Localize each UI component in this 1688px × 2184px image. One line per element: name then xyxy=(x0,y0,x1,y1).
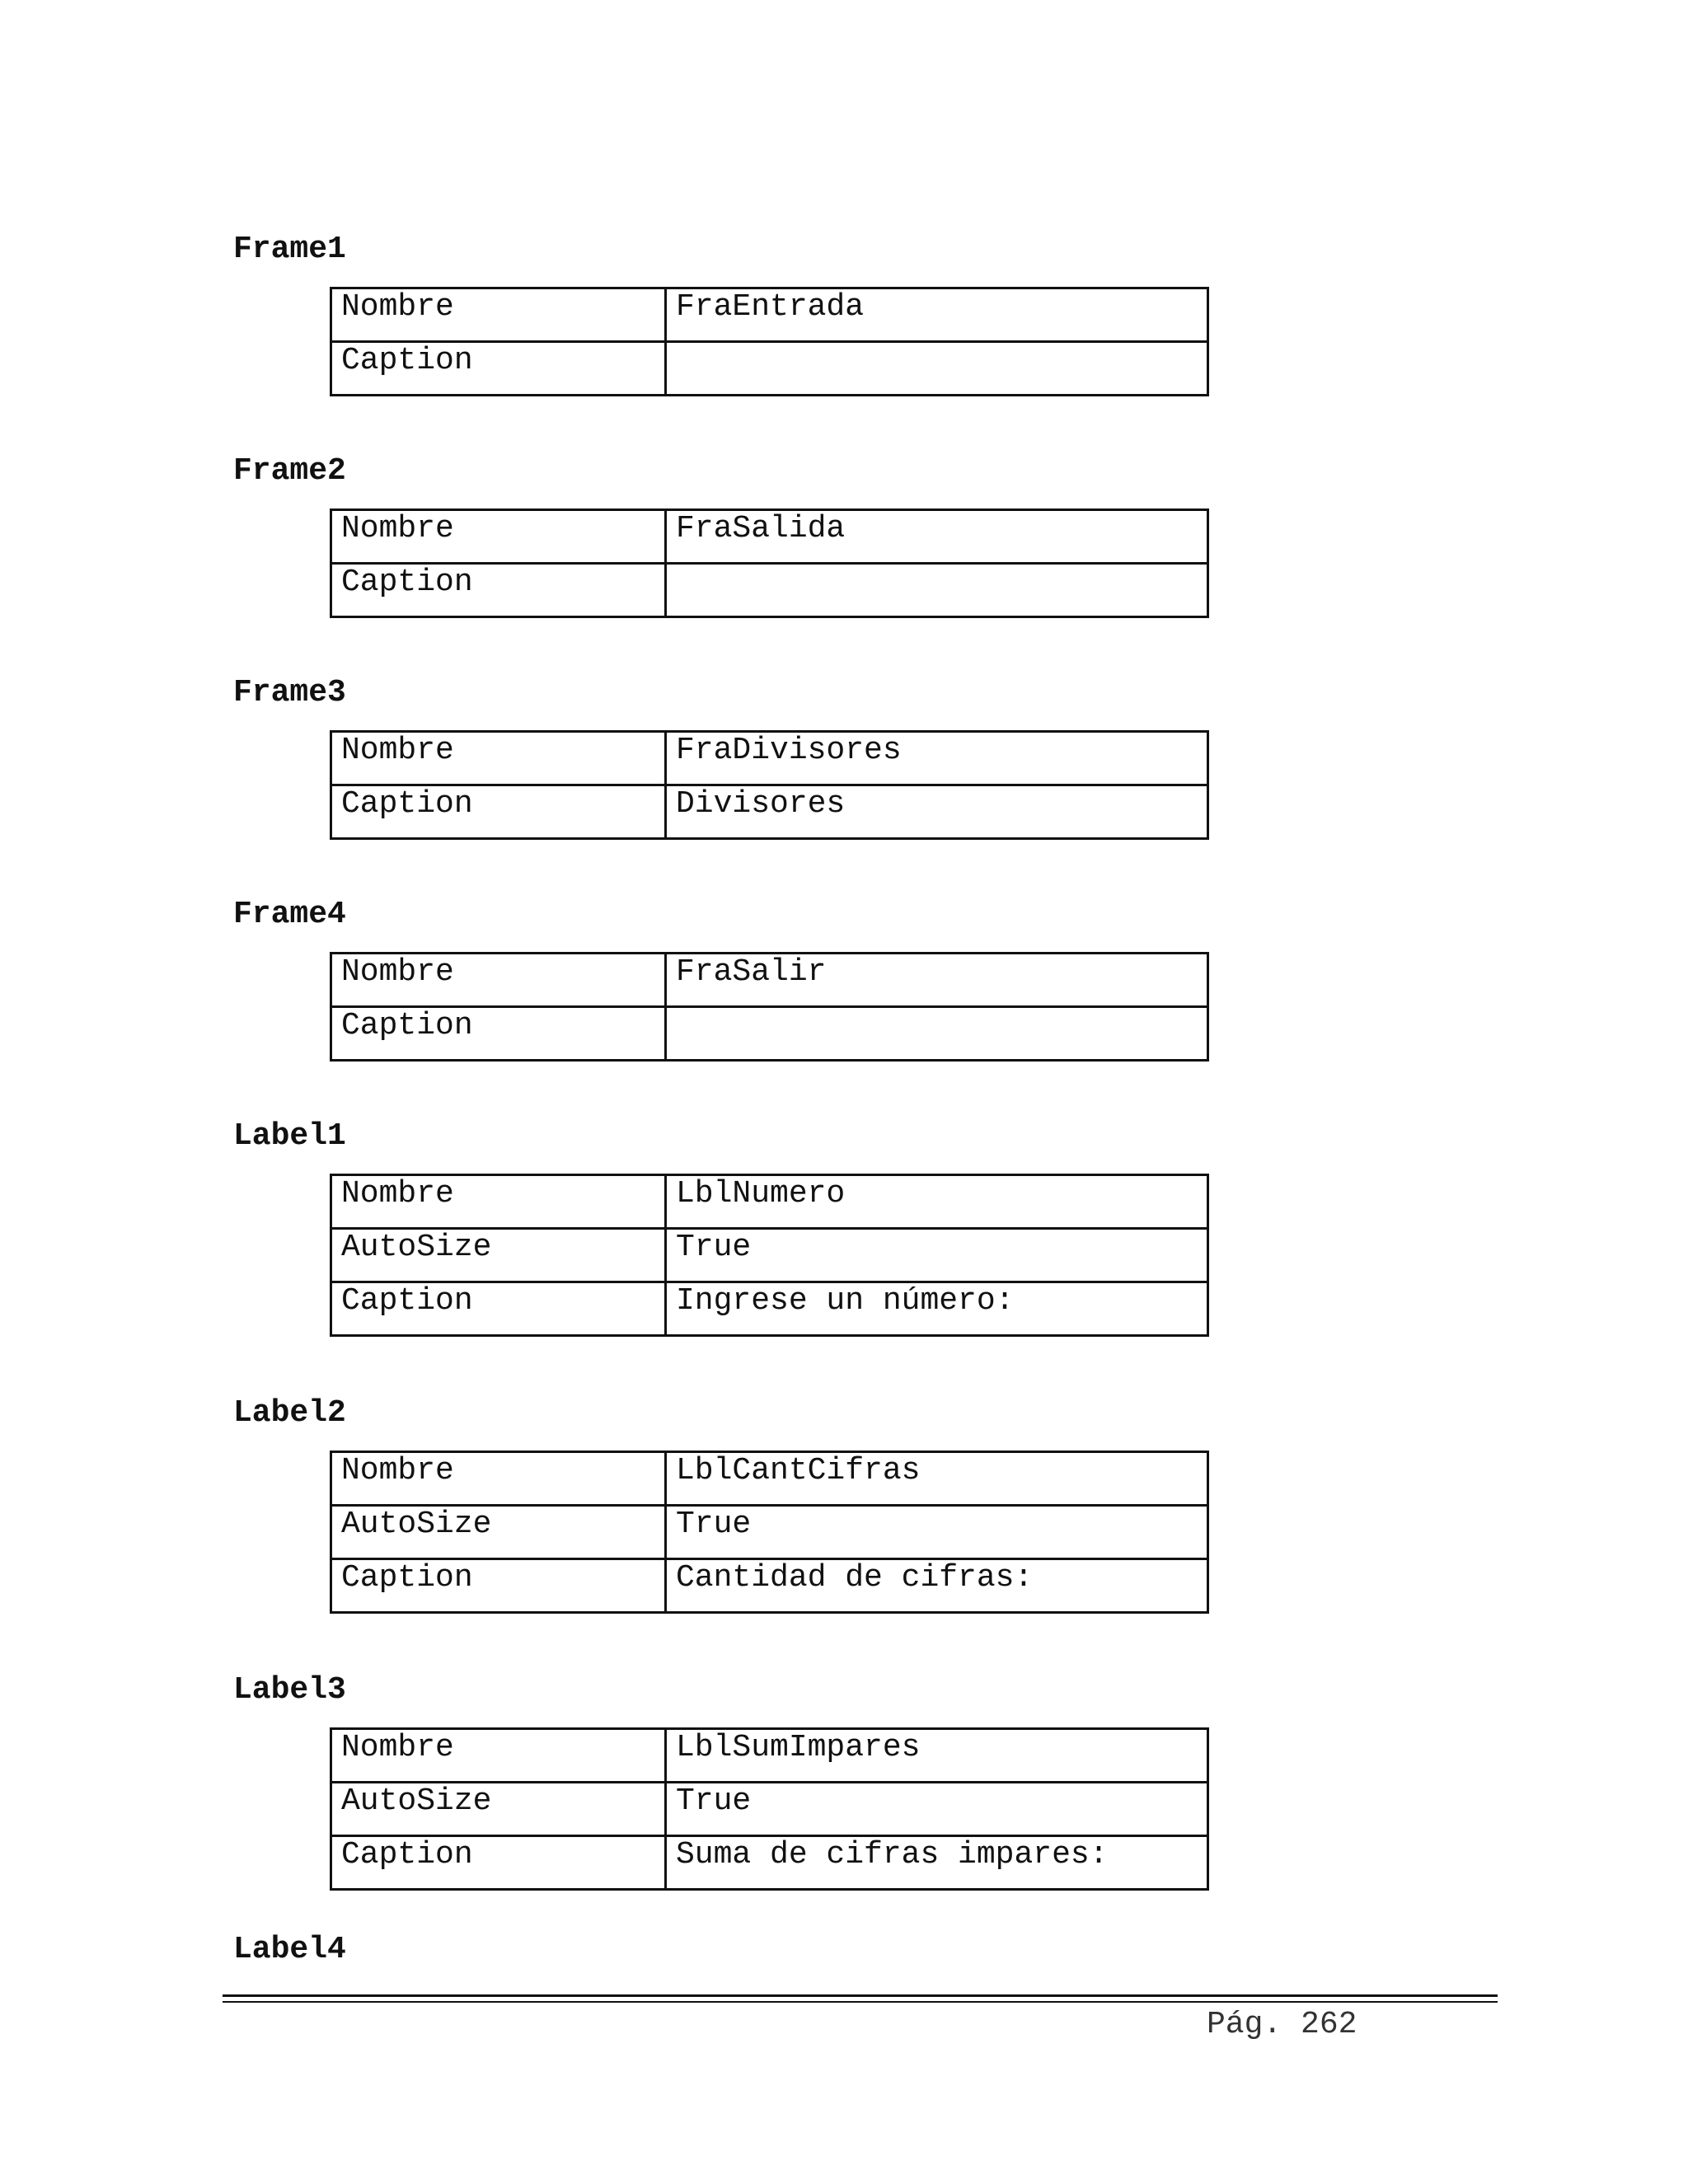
footer-rule-thin xyxy=(223,2001,1498,2003)
property-name-cell: Caption xyxy=(331,1559,666,1613)
page-number: Pág. 262 xyxy=(1207,2007,1357,2042)
property-name-cell: Nombre xyxy=(331,1452,666,1506)
property-value-cell: Divisores xyxy=(666,785,1208,839)
property-value-cell xyxy=(666,564,1208,617)
property-name-cell: AutoSize xyxy=(331,1506,666,1559)
properties-table-frame1 xyxy=(330,287,1209,396)
property-name-cell: Caption xyxy=(331,1282,666,1336)
table-row xyxy=(331,1506,1208,1559)
property-name-cell: Nombre xyxy=(331,1729,666,1783)
property-value-cell: Suma de cifras impares: xyxy=(666,1836,1208,1890)
properties-table-frame2 xyxy=(330,509,1209,618)
property-value-cell: LblCantCifras xyxy=(666,1452,1208,1506)
table-row xyxy=(331,1282,1208,1336)
properties-table-label3 xyxy=(330,1727,1209,1891)
table-row xyxy=(331,1175,1208,1229)
property-name-cell: Caption xyxy=(331,785,666,839)
table-row xyxy=(331,732,1208,785)
section-heading-label4: Label4 xyxy=(233,1932,346,1967)
table-row xyxy=(331,1007,1208,1061)
table-row xyxy=(331,1559,1208,1613)
section-heading-frame3: Frame3 xyxy=(233,675,346,710)
property-name-cell: Caption xyxy=(331,1007,666,1061)
table-row xyxy=(331,954,1208,1007)
section-heading-label2: Label2 xyxy=(233,1395,346,1431)
property-name-cell: Nombre xyxy=(331,288,666,342)
footer-rule xyxy=(223,1994,1498,1997)
property-value-cell: Ingrese un número: xyxy=(666,1282,1208,1336)
property-value-cell xyxy=(666,1007,1208,1061)
property-name-cell: Nombre xyxy=(331,510,666,564)
table-row xyxy=(331,1836,1208,1890)
property-name-cell: Nombre xyxy=(331,732,666,785)
property-value-cell: FraEntrada xyxy=(666,288,1208,342)
property-name-cell: Caption xyxy=(331,342,666,396)
property-value-cell: FraSalir xyxy=(666,954,1208,1007)
table-row xyxy=(331,510,1208,564)
property-value-cell xyxy=(666,342,1208,396)
property-name-cell: Caption xyxy=(331,564,666,617)
section-heading-label1: Label1 xyxy=(233,1118,346,1154)
section-heading-frame4: Frame4 xyxy=(233,897,346,932)
properties-table-label1 xyxy=(330,1174,1209,1337)
table-row xyxy=(331,785,1208,839)
property-value-cell: True xyxy=(666,1229,1208,1282)
property-name-cell: Caption xyxy=(331,1836,666,1890)
table-row xyxy=(331,564,1208,617)
property-name-cell: AutoSize xyxy=(331,1229,666,1282)
properties-table-frame3 xyxy=(330,730,1209,840)
table-row xyxy=(331,288,1208,342)
table-row xyxy=(331,1729,1208,1783)
properties-table-label2 xyxy=(330,1451,1209,1614)
table-row xyxy=(331,1229,1208,1282)
table-row xyxy=(331,1452,1208,1506)
property-value-cell: True xyxy=(666,1783,1208,1836)
section-heading-label3: Label3 xyxy=(233,1672,346,1708)
property-value-cell: FraSalida xyxy=(666,510,1208,564)
property-value-cell: FraDivisores xyxy=(666,732,1208,785)
section-heading-frame2: Frame2 xyxy=(233,453,346,489)
property-name-cell: Nombre xyxy=(331,1175,666,1229)
table-row xyxy=(331,342,1208,396)
properties-table-frame4 xyxy=(330,952,1209,1062)
property-value-cell: LblSumImpares xyxy=(666,1729,1208,1783)
property-value-cell: LblNumero xyxy=(666,1175,1208,1229)
property-name-cell: Nombre xyxy=(331,954,666,1007)
property-value-cell: True xyxy=(666,1506,1208,1559)
section-heading-frame1: Frame1 xyxy=(233,232,346,267)
property-value-cell: Cantidad de cifras: xyxy=(666,1559,1208,1613)
property-name-cell: AutoSize xyxy=(331,1783,666,1836)
table-row xyxy=(331,1783,1208,1836)
